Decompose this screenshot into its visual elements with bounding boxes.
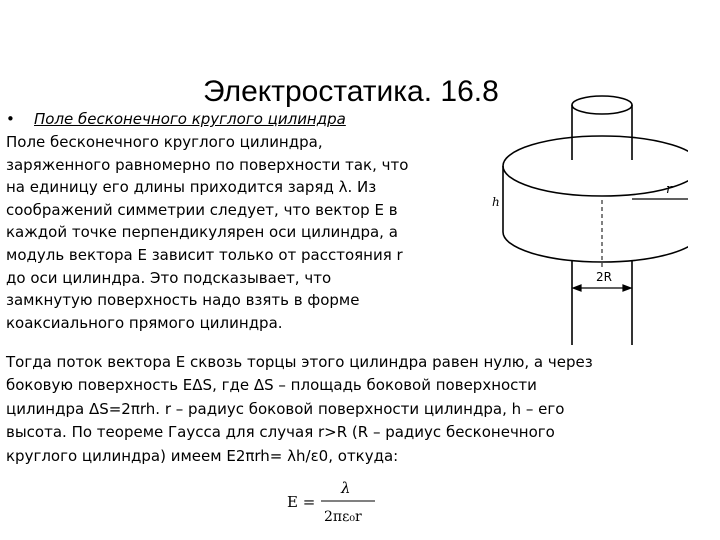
- label-h: h: [492, 195, 500, 209]
- paragraph-line: замкнутую поверхность надо взять в форме: [6, 291, 360, 310]
- formula-numerator: λ: [341, 479, 351, 497]
- bullet-icon: •: [6, 110, 15, 128]
- slide-title: Электростатика. 16.8: [203, 75, 499, 108]
- paragraph-line: коаксиального прямого цилиндра.: [6, 313, 283, 332]
- inner-cylinder-top: [572, 96, 632, 114]
- paragraph-line: высота. По теореме Гаусса для случая r>R (R – радиус бесконечного: [6, 423, 555, 442]
- paragraph-line: соображений симметрии следует, что вектор E в: [6, 200, 398, 219]
- formula-lhs: E =: [287, 493, 316, 511]
- paragraph-line: до оси цилиндра. Это подсказывает, что: [6, 268, 332, 287]
- label-2R: 2R: [596, 270, 612, 284]
- paragraph-line: каждой точке перпендикулярен оси цилиндра, а: [6, 223, 398, 242]
- paragraph-line: модуль вектора E зависит только от расстояния r: [6, 245, 403, 264]
- formula-denominator: 2πε₀r: [324, 509, 362, 525]
- bullet-heading-text: Поле бесконечного круглого цилиндра: [34, 110, 346, 128]
- intro-paragraph: [6, 131, 478, 334]
- gaussian-cylinder-bottom: [503, 232, 688, 262]
- paragraph-line: Тогда поток вектора E сквозь торцы этого цилиндра равен нулю, а через: [6, 353, 593, 371]
- paragraph-line: на единицу его длины приходится заряд λ. Из: [6, 178, 377, 197]
- paragraph-line: Поле бесконечного круглого цилиндра,: [6, 133, 323, 151]
- field-formula: [285, 477, 395, 529]
- diameter-arrow-left-icon: [573, 285, 581, 291]
- gauss-theorem-paragraph: [6, 351, 706, 468]
- diameter-arrow-right-icon: [623, 285, 631, 291]
- paragraph-line: заряженного равномерно по поверхности так, что: [6, 155, 409, 174]
- paragraph-line: цилиндра ΔS=2πrh. r – радиус боковой поверхности цилиндра, h – его: [6, 399, 565, 418]
- label-r: r: [666, 182, 673, 197]
- bullet-heading: [6, 108, 346, 130]
- paragraph-line: круглого цилиндра) имеем E2πrh= λh/ε0, откуда:: [6, 446, 399, 465]
- gaussian-cylinder-top: [503, 136, 688, 196]
- paragraph-line: боковую поверхность EΔS, где ΔS – площадь боковой поверхности: [6, 376, 537, 395]
- coaxial-cylinder-figure: [488, 92, 688, 352]
